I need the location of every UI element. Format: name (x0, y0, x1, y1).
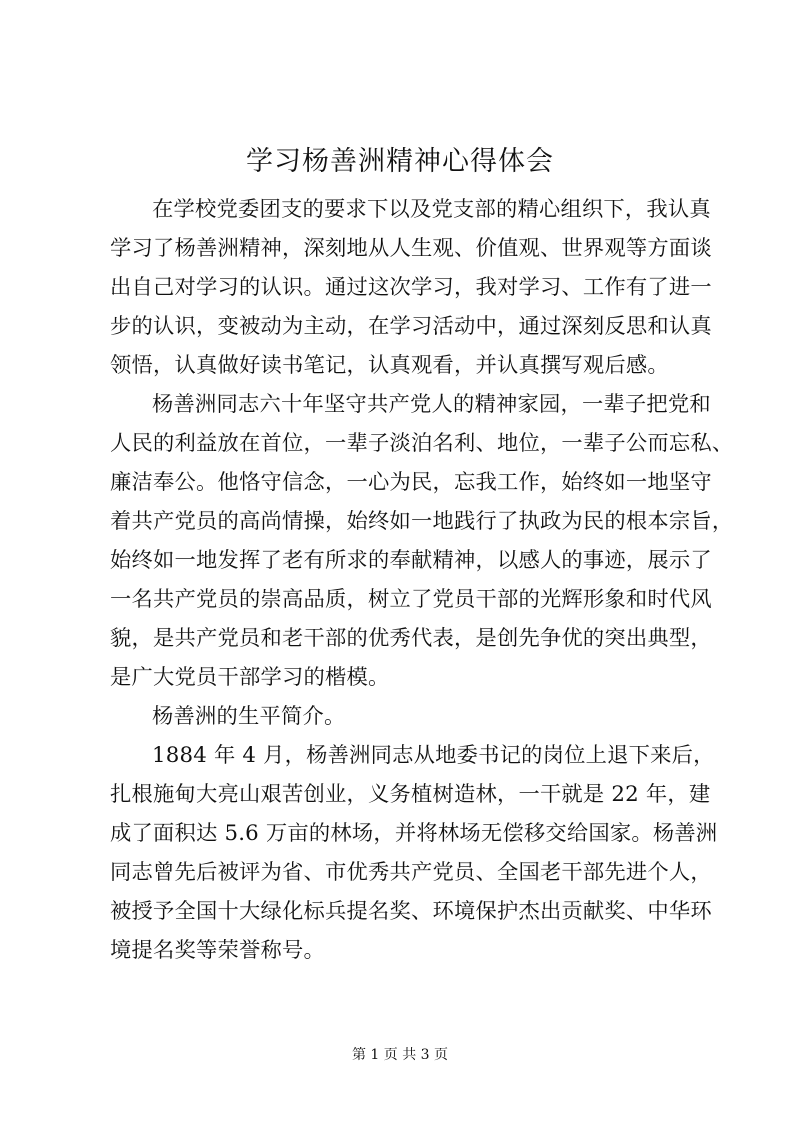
text-line: 一名共产党员的崇高品质，树立了党员干部的光辉形象和时代风 (110, 587, 712, 612)
text-line: 步的认识，变被动为主动，在学习活动中，通过深刻反思和认真 (110, 314, 712, 339)
text-line: 杨善洲同志六十年坚守共产党人的精神家园，一辈子把党和 (152, 392, 711, 417)
text-line: 被授予全国十大绿化标兵提名奖、环境保护杰出贡献奖、中华环 (110, 899, 712, 924)
paragraph (110, 697, 710, 736)
text-line: 出自己对学习的认识。通过这次学习，我对学习、工作有了进一 (110, 275, 712, 300)
text-line: 成了面积达 5.6 万亩的林场，并将林场无偿移交给国家。杨善洲 (110, 821, 718, 846)
text-line: 貌，是共产党员和老干部的优秀代表，是创先争优的突出典型， (110, 626, 712, 651)
page-number-footer: 第 1 页 共 3 页 (351, 1047, 449, 1063)
paragraph (110, 190, 710, 385)
text-line: 1884 年 4 月，杨善洲同志从地委书记的岗位上退下来后， (152, 743, 715, 768)
paragraph (110, 736, 718, 970)
text-line: 境提名奖等荣誉称号。 (110, 938, 325, 963)
text-line: 杨善洲的生平简介。 (152, 704, 346, 729)
document-title: 学习杨善洲精神心得体会 (246, 146, 554, 177)
text-line: 是广大党员干部学习的楷模。 (110, 665, 390, 690)
paragraph (110, 385, 734, 697)
text-line: 人民的利益放在首位，一辈子淡泊名利、地位，一辈子公而忘私、 (110, 431, 734, 456)
text-line: 扎根施甸大亮山艰苦创业，义务植树造林，一干就是 22 年，建 (110, 782, 711, 807)
document-body (110, 190, 734, 970)
text-line: 领悟，认真做好读书笔记，认真观看，并认真撰写观后感。 (110, 353, 669, 378)
text-line: 在学校党委团支的要求下以及党支部的精心组织下，我认真 (152, 197, 711, 222)
text-line: 学习了杨善洲精神，深刻地从人生观、价值观、世界观等方面谈 (110, 236, 712, 261)
text-line: 着共产党员的高尚情操，始终如一地践行了执政为民的根本宗旨， (110, 509, 734, 534)
text-line: 始终如一地发挥了老有所求的奉献精神，以感人的事迹，展示了 (110, 548, 712, 573)
text-line: 廉洁奉公。他恪守信念，一心为民，忘我工作，始终如一地坚守 (110, 470, 712, 495)
text-line: 同志曾先后被评为省、市优秀共产党员、全国老干部先进个人， (110, 860, 712, 885)
